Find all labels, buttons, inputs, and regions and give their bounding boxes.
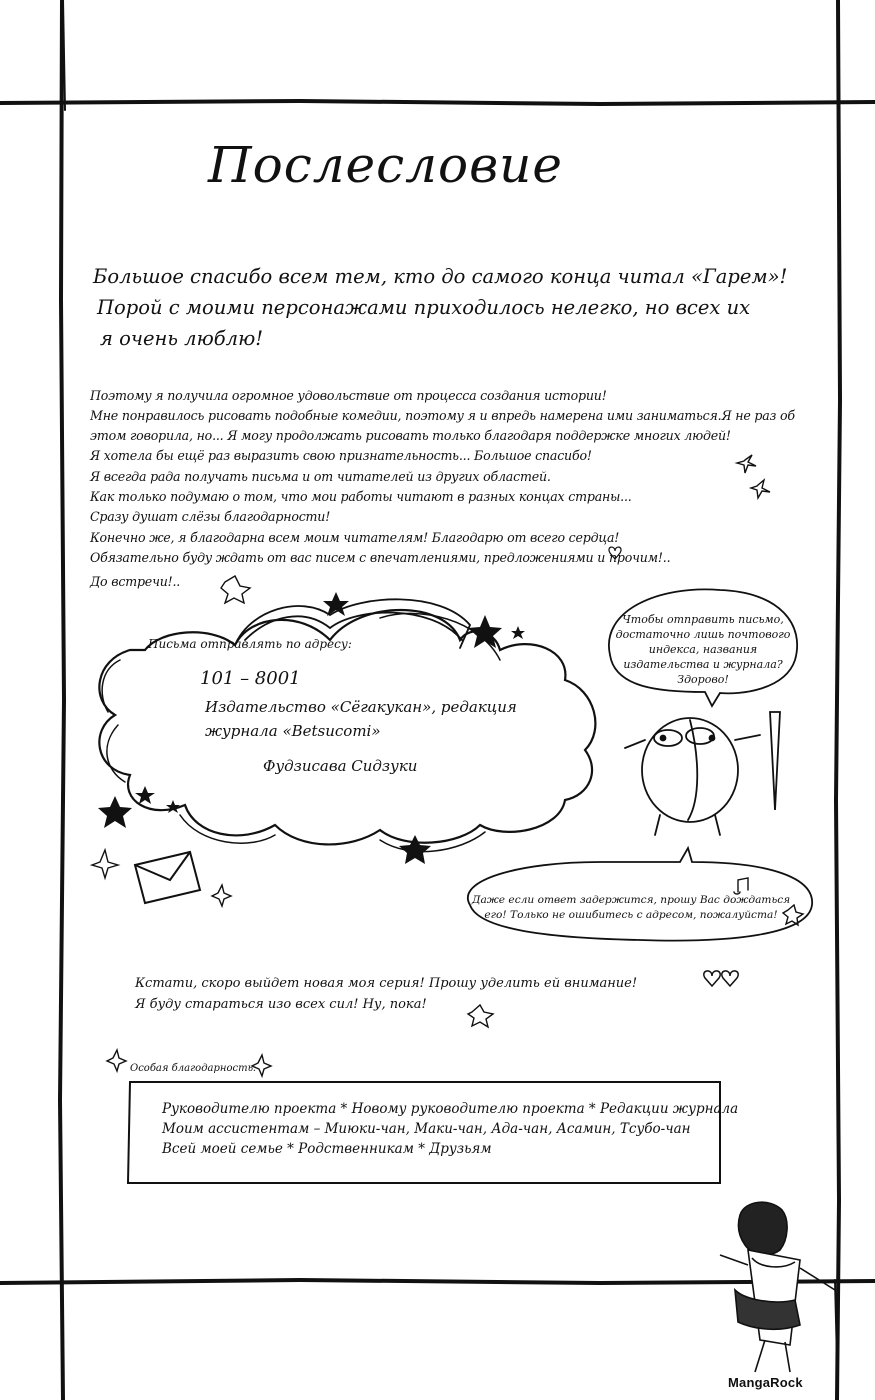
brand-watermark: MangaRock xyxy=(728,1375,803,1390)
bubble-line: Здорово! xyxy=(677,673,729,686)
thanks-line: Руководителю проекта * Новому руководителю проекта * Редакции журнала xyxy=(162,1101,739,1117)
address-heading: Письма отправлять по адресу: xyxy=(148,637,352,651)
news-line: Я буду стараться изо всех сил! Ну, пока! xyxy=(135,997,427,1012)
intro-line: я очень люблю! xyxy=(100,327,264,350)
news-line: Кстати, скоро выйдет новая моя серия! Прошу уделить ей внимание! xyxy=(135,976,638,991)
thanks-heading: Особая благодарность: xyxy=(130,1063,257,1074)
address-publisher: Издательство «Сёгакукан», редакция xyxy=(205,698,517,716)
body-line: Поэтому я получила огромное удовольствие от процесса создания истории! xyxy=(90,388,607,403)
address-author: Фудзисава Сидзуки xyxy=(263,757,418,775)
intro-line: Большое спасибо всем тем, кто до самого конца читал «Гарем»! xyxy=(93,265,788,288)
envelope-icon xyxy=(135,852,200,903)
music-note-icon xyxy=(734,878,748,894)
mascot-drawing xyxy=(625,712,780,835)
bubble-line: Даже если ответ задержится, прошу Вас дождаться xyxy=(471,894,791,906)
manga-character-drawing xyxy=(720,1202,835,1372)
bubble-line: издательства и журнала? xyxy=(623,658,783,671)
page-title: Послесловие xyxy=(208,136,563,194)
speech-bubble-bottom-text xyxy=(470,893,792,923)
address-magazine: журнала «Betsucomi» xyxy=(205,722,381,740)
body-line: До встречи!.. xyxy=(90,574,181,589)
panel-border-right xyxy=(836,0,840,1400)
thanks-line: Всей моей семье * Родственникам * Друзьям xyxy=(162,1141,492,1157)
bubble-line: его! Только не ошибитесь с адресом, пожалуйста! xyxy=(484,909,778,921)
bubble-line: Чтобы отправить письмо, xyxy=(622,613,784,626)
panel-border-bottom xyxy=(0,1280,875,1283)
address-postcode: 101 – 8001 xyxy=(200,668,301,689)
body-line: Я хотела бы ещё раз выразить свою признательность... Большое спасибо! xyxy=(90,448,592,463)
body-line: этом говорила, но... Я могу продолжать рисовать только благодаря поддержке многих людей! xyxy=(90,428,731,443)
bubble-line: достаточно лишь почтового xyxy=(615,628,791,641)
body-line: Сразу душат слёзы благодарности! xyxy=(90,509,331,524)
panel-border-top xyxy=(0,101,875,104)
intro-line: Порой с моими персонажами приходилось нелегко, но всех их xyxy=(97,296,751,319)
body-line: Обязательно буду ждать от вас писем с впечатлениями, предложениями и прочим!.. xyxy=(90,550,671,565)
speech-bubble-top-text xyxy=(614,612,792,687)
heart-icon xyxy=(704,971,720,986)
body-line: Конечно же, я благодарна всем моим читателям! Благодарю от всего сердца! xyxy=(90,530,620,545)
thanks-line: Моим ассистентам – Миюки-чан, Маки-чан, Ада-чан, Асамин, Тсубо-чан xyxy=(162,1121,691,1137)
body-line: Я всегда рада получать письма и от читателей из других областей. xyxy=(90,469,551,484)
panel-border-left xyxy=(60,0,64,1400)
heart-icon xyxy=(722,971,738,986)
body-line: Мне понравилось рисовать подобные комедии, поэтому я и впредь намерена ими заниматься.Я не раз об xyxy=(90,408,795,423)
bubble-line: индекса, названия xyxy=(648,643,758,656)
body-line: Как только подумаю о том, что мои работы читают в разных концах страны... xyxy=(90,489,632,504)
